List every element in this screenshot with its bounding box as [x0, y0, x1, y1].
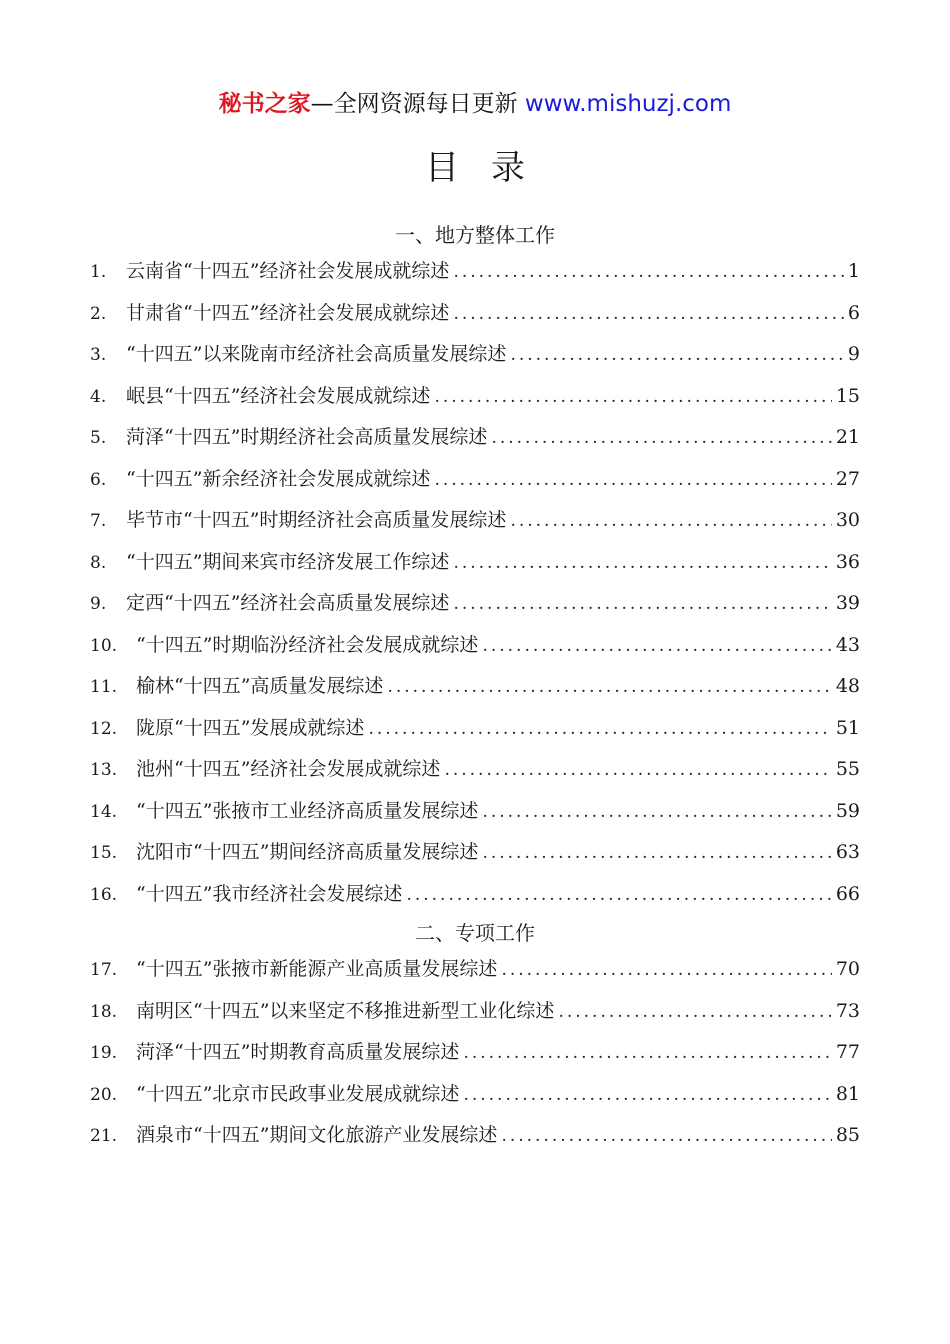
site-url-link[interactable]: www.mishuzj.com — [524, 91, 732, 117]
toc-dot-leader — [406, 885, 831, 905]
toc-entry-page: 59 — [835, 799, 860, 822]
toc-entry-title: “十四五”时期临汾经济社会发展成就综述 — [136, 633, 479, 656]
toc-entry[interactable] — [90, 837, 860, 879]
toc-dot-leader — [453, 594, 831, 614]
toc-entry[interactable] — [90, 505, 860, 547]
toc-entry-page: 77 — [835, 1041, 860, 1063]
toc-entry-number: 16. — [90, 884, 118, 905]
toc-entry-page: 36 — [835, 550, 860, 573]
toc-entry-title: “十四五”以来陇南市经济社会高质量发展综述 — [126, 343, 507, 365]
toc-entry-page: 70 — [835, 958, 860, 980]
toc-entry-number: 12. — [90, 718, 118, 739]
toc-list-special — [90, 954, 860, 1162]
toc-entry-title: “十四五”我市经济社会发展综述 — [136, 882, 403, 905]
toc-list-local — [90, 256, 860, 920]
toc-dot-leader — [434, 470, 831, 490]
toc-entry-page: 6 — [847, 301, 860, 324]
toc-entry-page: 1 — [847, 260, 860, 282]
toc-entry-title: “十四五”北京市民政事业发展成就综述 — [136, 1082, 460, 1105]
toc-entry-number: 10. — [90, 635, 118, 656]
toc-entry-title: “十四五”期间来宾市经济发展工作综述 — [126, 550, 450, 573]
toc-entry-number: 7. — [90, 511, 107, 531]
toc-entry-number: 21. — [90, 1126, 118, 1146]
toc-entry-number: 11. — [90, 677, 118, 697]
toc-entry[interactable] — [90, 630, 860, 672]
brand-name: 秘书之家 — [218, 91, 311, 117]
toc-entry[interactable] — [90, 339, 860, 381]
toc-entry-page: 39 — [835, 592, 860, 614]
toc-entry[interactable] — [90, 464, 860, 506]
toc-entry-number: 2. — [90, 303, 107, 324]
toc-entry[interactable] — [90, 796, 860, 838]
toc-entry-page: 48 — [835, 675, 860, 697]
toc-entry-number: 17. — [90, 960, 118, 980]
toc-entry-page: 63 — [835, 841, 860, 863]
toc-dot-leader — [444, 760, 831, 780]
toc-entry-page: 51 — [835, 716, 860, 739]
toc-entry-title: 甘肃省“十四五”经济社会发展成就综述 — [126, 301, 450, 324]
toc-entry[interactable] — [90, 256, 860, 298]
toc-entry[interactable] — [90, 1079, 860, 1121]
toc-dot-leader — [491, 428, 831, 448]
toc-dot-leader — [463, 1043, 831, 1063]
toc-dot-leader — [387, 677, 831, 697]
toc-entry-page: 73 — [835, 999, 860, 1022]
toc-dot-leader — [482, 802, 831, 822]
toc-entry[interactable] — [90, 754, 860, 796]
toc-entry-title: 陇原“十四五”发展成就综述 — [136, 716, 365, 739]
toc-entry-title: “十四五”张掖市工业经济高质量发展综述 — [136, 799, 479, 822]
section-heading-special: 二、专项工作 — [415, 921, 535, 945]
toc-entry[interactable] — [90, 588, 860, 630]
toc-dot-leader — [463, 1085, 831, 1105]
toc-entry-page: 55 — [835, 758, 860, 780]
section-heading-local: 一、地方整体工作 — [395, 223, 555, 247]
toc-entry-title: 毕节市“十四五”时期经济社会高质量发展综述 — [126, 509, 507, 531]
toc-dot-leader — [482, 636, 831, 656]
toc-entry-title: 定西“十四五”经济社会高质量发展综述 — [126, 592, 450, 614]
toc-entry-title: “十四五”新余经济社会发展成就综述 — [126, 467, 431, 490]
toc-entry-page: 81 — [835, 1082, 860, 1105]
toc-entry-page: 15 — [835, 384, 860, 407]
toc-entry[interactable] — [90, 381, 860, 423]
toc-entry[interactable] — [90, 671, 860, 713]
toc-dot-leader — [434, 387, 831, 407]
page-title: 目录 — [425, 148, 557, 188]
toc-entry[interactable] — [90, 954, 860, 996]
toc-dot-leader — [368, 719, 831, 739]
toc-entry-title: 云南省“十四五”经济社会发展成就综述 — [126, 260, 450, 282]
toc-entry-page: 9 — [847, 343, 860, 365]
toc-entry-page: 30 — [835, 509, 860, 531]
toc-entry-title: 池州“十四五”经济社会发展成就综述 — [136, 758, 441, 780]
toc-dot-leader — [501, 1126, 831, 1146]
toc-entry-page: 66 — [835, 882, 860, 905]
toc-entry-title: 南明区“十四五”以来坚定不移推进新型工业化综述 — [136, 999, 555, 1022]
toc-dot-leader — [501, 960, 831, 980]
toc-entry-number: 8. — [90, 552, 107, 573]
toc-entry[interactable] — [90, 996, 860, 1038]
toc-entry-number: 13. — [90, 760, 118, 780]
toc-entry-page: 85 — [835, 1124, 860, 1146]
toc-dot-leader — [453, 553, 831, 573]
toc-entry[interactable] — [90, 879, 860, 921]
toc-entry-title: 榆林“十四五”高质量发展综述 — [136, 675, 384, 697]
toc-entry[interactable] — [90, 1037, 860, 1079]
toc-entry-number: 14. — [90, 801, 118, 822]
toc-entry-number: 1. — [90, 262, 107, 282]
toc-dot-leader — [510, 345, 843, 365]
toc-entry-number: 19. — [90, 1043, 118, 1063]
toc-entry[interactable] — [90, 1120, 860, 1162]
site-banner — [0, 88, 950, 120]
toc-entry-number: 6. — [90, 469, 107, 490]
banner-slogan: —全网资源每日更新 — [310, 91, 518, 117]
toc-entry-title: 菏泽“十四五”时期教育高质量发展综述 — [136, 1041, 460, 1063]
toc-entry[interactable] — [90, 547, 860, 589]
toc-dot-leader — [558, 1002, 831, 1022]
toc-entry[interactable] — [90, 422, 860, 464]
toc-dot-leader — [453, 262, 843, 282]
toc-entry-number: 9. — [90, 594, 107, 614]
toc-entry[interactable] — [90, 713, 860, 755]
toc-entry-title: 酒泉市“十四五”期间文化旅游产业发展综述 — [136, 1124, 498, 1146]
toc-entry-page: 27 — [835, 467, 860, 490]
toc-entry-number: 20. — [90, 1084, 118, 1105]
toc-entry-number: 15. — [90, 843, 118, 863]
toc-entry-title: 岷县“十四五”经济社会发展成就综述 — [126, 384, 431, 407]
toc-entry[interactable] — [90, 298, 860, 340]
toc-dot-leader — [482, 843, 831, 863]
toc-entry-title: “十四五”张掖市新能源产业高质量发展综述 — [136, 958, 498, 980]
toc-entry-number: 5. — [90, 428, 107, 448]
toc-entry-number: 3. — [90, 345, 107, 365]
toc-entry-page: 43 — [835, 633, 860, 656]
toc-entry-number: 18. — [90, 1001, 118, 1022]
toc-dot-leader — [453, 304, 843, 324]
toc-entry-number: 4. — [90, 386, 107, 407]
toc-entry-title: 沈阳市“十四五”期间经济高质量发展综述 — [136, 841, 479, 863]
toc-dot-leader — [510, 511, 831, 531]
toc-entry-title: 菏泽“十四五”时期经济社会高质量发展综述 — [126, 426, 488, 448]
toc-entry-page: 21 — [835, 426, 860, 448]
